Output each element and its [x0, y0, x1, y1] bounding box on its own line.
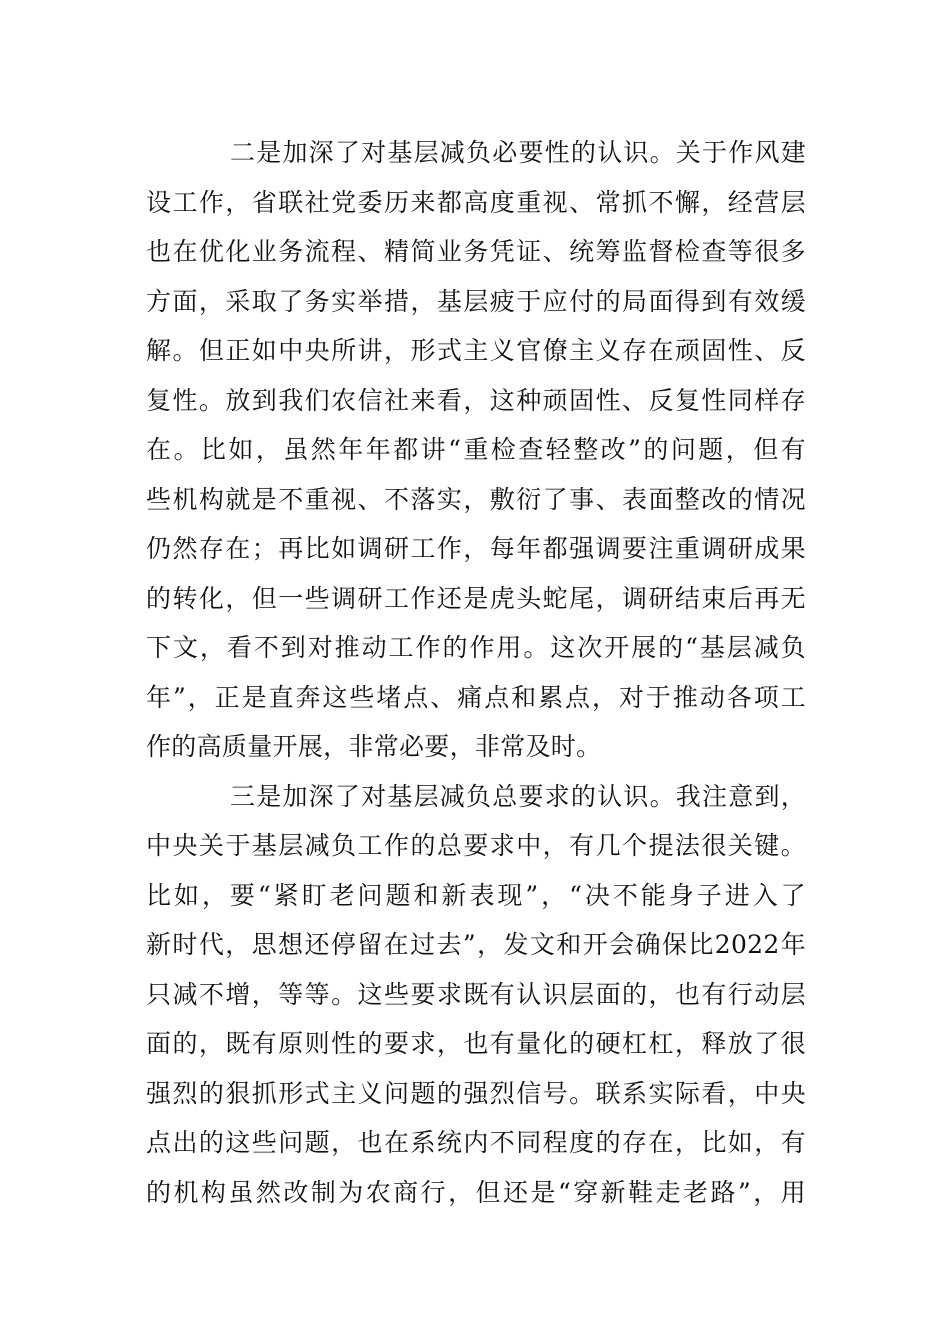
paragraph-2 — [146, 128, 806, 772]
paragraph-line: 方面，采取了务实举措，基层疲于应付的局面得到有效缓 — [146, 286, 806, 316]
paragraph-line: 也在优化业务流程、精简业务凭证、统筹监督检查等很多 — [146, 237, 806, 266]
paragraph-line: 比如，要“紧盯老问题和新表现”，“决不能身子进入了 — [146, 880, 806, 910]
paragraph-line: 点出的这些问题，也在系统内不同程度的存在，比如，有 — [146, 1128, 806, 1157]
paragraph-line: 二是加深了对基层减负必要性的认识。关于作风建 — [230, 138, 806, 167]
document-body — [146, 128, 806, 1217]
paragraph-line: 仍然存在；再比如调研工作，每年都强调要注重调研成果 — [146, 534, 806, 563]
paragraph-line: 解。但正如中央所讲，形式主义官僚主义存在顽固性、反 — [146, 336, 806, 365]
paragraph-line: 下文，看不到对推动工作的作用。这次开展的“基层减负 — [146, 633, 806, 662]
paragraph-line: 强烈的狠抓形式主义问题的强烈信号。联系实际看，中央 — [146, 1078, 806, 1108]
paragraph-line: 中央关于基层减负工作的总要求中，有几个提法很关键。 — [146, 831, 806, 860]
paragraph-line: 的机构虽然改制为农商行，但还是“穿新鞋走老路”，用 — [146, 1177, 806, 1207]
paragraph-line: 作的高质量开展，非常必要，非常及时。 — [146, 732, 602, 761]
paragraph-line: 复性。放到我们农信社来看，这种顽固性、反复性同样存 — [146, 385, 806, 415]
paragraph-line: 面的，既有原则性的要求，也有量化的硬杠杠，释放了很 — [146, 1029, 806, 1058]
paragraph-line: 只减不增，等等。这些要求既有认识层面的，也有行动层 — [146, 979, 806, 1009]
paragraph-line: 年”，正是直奔这些堵点、痛点和累点，对于推动各项工 — [146, 682, 806, 712]
paragraph-line: 设工作，省联社党委历来都高度重视、常抓不懈，经营层 — [146, 187, 806, 217]
paragraph-line: 新时代，思想还停留在过去”，发文和开会确保比2022年 — [146, 930, 806, 959]
paragraph-line: 的转化，但一些调研工作还是虎头蛇尾，调研结束后再无 — [146, 583, 806, 613]
paragraph-line: 在。比如，虽然年年都讲“重检查轻整改”的问题，但有 — [146, 435, 806, 464]
paragraph-line: 三是加深了对基层减负总要求的认识。我注意到， — [230, 781, 806, 811]
paragraph-line: 些机构就是不重视、不落实，敷衍了事、表面整改的情况 — [146, 484, 806, 514]
paragraph-3 — [146, 772, 806, 1218]
